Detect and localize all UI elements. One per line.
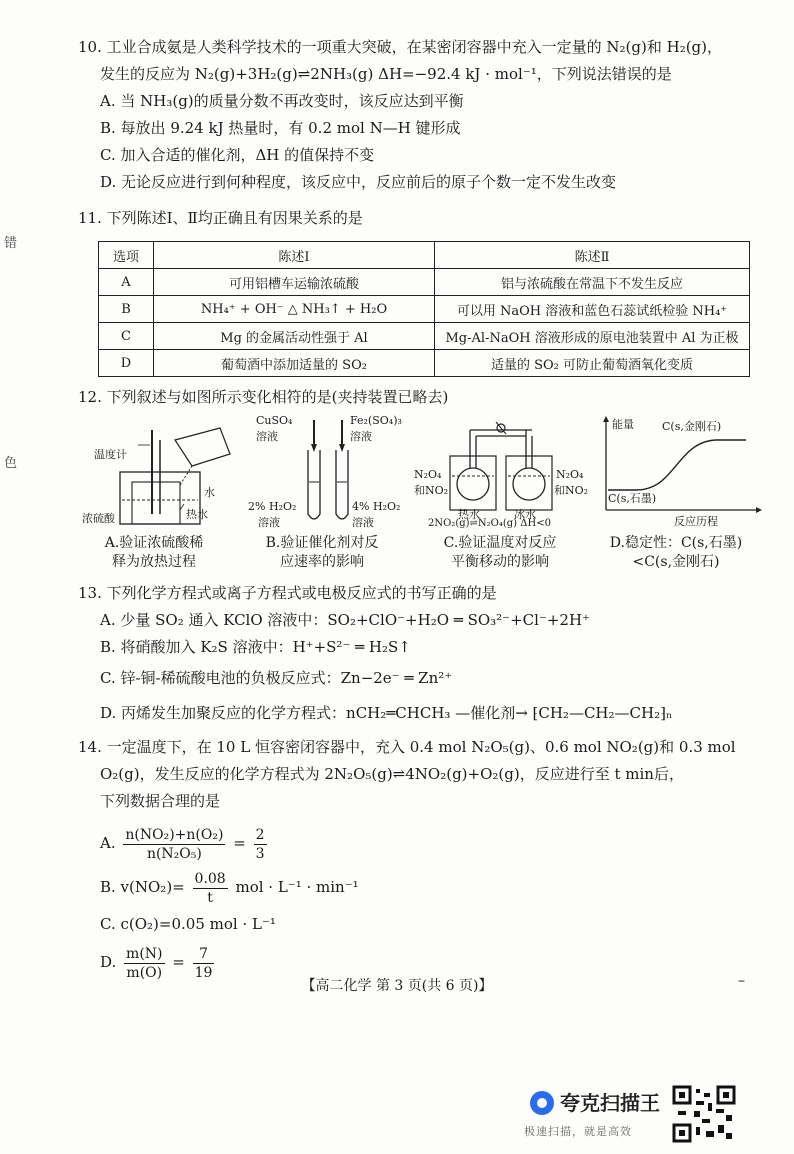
caption-d xyxy=(596,534,756,572)
label-hot-water: 热水 xyxy=(186,508,208,521)
margin-mark: 色 xyxy=(4,456,18,471)
table-cell: 适量的 SO₂ 可防止葡萄酒氧化变质 xyxy=(435,350,750,377)
label-solution: 溶液 xyxy=(256,430,278,443)
fraction xyxy=(123,826,225,863)
caption-line: 应速率的影响 xyxy=(280,554,364,570)
fraction-numerator: n(NO₂)+n(O₂) xyxy=(125,826,224,843)
label-h2o2-2: 2% H₂O₂ xyxy=(248,500,297,513)
label-cuso4: CuSO₄ xyxy=(256,414,293,427)
page-dash: – xyxy=(738,973,745,989)
fraction-numerator: 0.08 xyxy=(194,870,226,887)
unit: mol · L⁻¹ · min⁻¹ xyxy=(235,878,359,896)
q13-option-a: A. 少量 SO₂ 通入 KClO 溶液中：SO₂+ClO⁻+H₂O ═ SO₃²⁻+Cl⁻+2H⁺ xyxy=(100,611,590,629)
label-h2o2-4: 4% H₂O₂ xyxy=(352,500,401,513)
question-13 xyxy=(78,580,758,727)
table-cell: 可用铝槽车运输浓硫酸 xyxy=(154,269,435,296)
question-10 xyxy=(78,34,758,196)
label-no2: 和NO₂ xyxy=(414,484,449,497)
caption-line: D.稳定性：C(s,石墨) xyxy=(609,535,743,551)
fraction xyxy=(193,870,228,907)
fraction-denominator: 3 xyxy=(255,845,265,862)
figure-c xyxy=(414,410,589,580)
quark-logo-icon xyxy=(528,1089,556,1117)
q14-stem-line2: O₂(g)，发生反应的化学方程式为 2N₂O₅(g)⇌4NO₂(g)+O₂(g)，反应进行至 t min后， xyxy=(100,765,684,783)
table-cell: C xyxy=(99,323,154,350)
label-diamond: C(s,金刚石) xyxy=(662,420,722,433)
table-header: 选项 xyxy=(99,242,154,269)
label-thermometer: 温度计 xyxy=(94,448,127,461)
table-cell: Mg 的金属活动性强于 Al xyxy=(154,323,435,350)
label-hot-water: 热水 xyxy=(458,508,480,521)
table-cell: NH₄⁺ + OH⁻ △ NH₃↑ + H₂O xyxy=(154,296,435,323)
caption-b xyxy=(252,534,392,572)
fraction-denominator: n(N₂O₅) xyxy=(146,845,202,862)
table-cell: 可以用 NaOH 溶液和蓝色石蕊试纸检验 NH₄⁺ xyxy=(435,296,750,323)
q11-table xyxy=(98,241,750,377)
caption-line: 释为放热过程 xyxy=(112,554,196,570)
label-no2: 和NO₂ xyxy=(554,484,589,497)
q14-option-b xyxy=(78,867,758,907)
q14-stem-line1: 14. 一定温度下，在 10 L 恒容密闭容器中，充入 0.4 mol N₂O₅(g)、0.6 mol NO₂(g)和 0.3 mol xyxy=(78,738,736,756)
table-header: 陈述Ⅰ xyxy=(154,242,435,269)
brand-subtitle: 极速扫描，就是高效 xyxy=(524,1125,632,1138)
table-header: 陈述Ⅱ xyxy=(435,242,750,269)
q10-stem-line2: 发生的反应为 N₂(g)+3H₂(g)⇌2NH₃(g) ΔH=−92.4 kJ · mol⁻¹，下列说法错误的是 xyxy=(100,65,672,83)
figure-a xyxy=(80,410,240,580)
equals-sign: = xyxy=(172,953,185,971)
caption-a xyxy=(84,534,224,572)
figure-d xyxy=(596,410,766,580)
equals-sign: = xyxy=(233,834,246,852)
table-cell: Mg-Al-NaOH 溶液形成的原电池装置中 Al 为正极 xyxy=(435,323,750,350)
q14-option-a xyxy=(78,823,758,863)
q10-option-b: B. 每放出 9.24 kJ 热量时，有 0.2 mol N—H 键形成 xyxy=(100,119,461,137)
fraction-denominator: 19 xyxy=(194,964,213,981)
q10-option-c: C. 加入合适的催化剂，ΔH 的值保持不变 xyxy=(100,146,375,164)
table-cell: 葡萄酒中添加适量的 SO₂ xyxy=(154,350,435,377)
caption-line: <C(s,金刚石) xyxy=(632,554,720,570)
q12-figures xyxy=(80,410,760,580)
table-header-row xyxy=(99,242,750,269)
table-cell: B xyxy=(99,296,154,323)
caption-line: A.验证浓硫酸稀 xyxy=(104,535,204,551)
label-solution: 溶液 xyxy=(352,516,374,529)
label-water: 水 xyxy=(204,486,215,499)
caption-c xyxy=(430,534,570,572)
q13-option-c: C. 锌-铜-稀硫酸电池的负极反应式：Zn−2e⁻ ═ Zn²⁺ xyxy=(100,669,453,687)
label-n2o4: N₂O₄ xyxy=(414,468,442,481)
option-label: B. v(NO₂)= xyxy=(100,878,185,896)
q13-option-b: B. 将硝酸加入 K₂S 溶液中：H⁺+S²⁻ ═ H₂S↑ xyxy=(100,638,411,656)
brand-title: 夸克扫描王 xyxy=(560,1091,660,1115)
q10-option-a: A. 当 NH₃(g)的质量分数不再改变时，该反应达到平衡 xyxy=(100,92,464,110)
fraction xyxy=(254,826,267,863)
option-label: D. xyxy=(100,953,117,971)
margin-mark: 错 xyxy=(4,236,18,251)
table-row xyxy=(99,269,750,296)
table-cell: 铝与浓硫酸在常温下不发生反应 xyxy=(435,269,750,296)
page-footer: 【高二化学 第 3 页(共 6 页)】 xyxy=(301,978,493,994)
table-row xyxy=(99,296,750,323)
caption-line: B.验证催化剂对反 xyxy=(265,535,379,551)
question-11 xyxy=(78,205,758,232)
q13-option-d: D. 丙烯发生加聚反应的化学方程式：nCH₂═CHCH₃ —催化剂→ ⁅CH₂—CH₂—CH₂⁆ₙ xyxy=(100,704,673,722)
table-row xyxy=(99,323,750,350)
label-solution: 溶液 xyxy=(258,516,280,529)
caption-line: 平衡移动的影响 xyxy=(451,554,549,570)
label-fe2so43: Fe₂(SO₄)₃ xyxy=(350,414,402,427)
table-cell: A xyxy=(99,269,154,296)
fraction-numerator: 7 xyxy=(193,945,215,964)
q14-option-c: C. c(O₂)=0.05 mol · L⁻¹ xyxy=(100,915,276,933)
table-cell: D xyxy=(99,350,154,377)
q14-stem-line3: 下列数据合理的是 xyxy=(100,792,221,810)
fraction-numerator: m(N) xyxy=(126,945,163,962)
q12-stem: 12. 下列叙述与如图所示变化相符的是(夹持装置已略去) xyxy=(78,388,449,406)
label-conc-sulfuric: 浓硫酸 xyxy=(82,512,115,525)
fraction-denominator: m(O) xyxy=(126,964,163,981)
label-graphite: C(s,石墨) xyxy=(608,492,657,505)
label-equilibrium: 2NO₂(g)⇌N₂O₄(g) ΔH<0 xyxy=(428,518,551,529)
label-n2o4: N₂O₄ xyxy=(556,468,584,481)
q10-stem-line1: 10. 工业合成氨是人类科学技术的一项重大突破，在某密闭容器中充入一定量的 N₂(g)和 H₂(g)， xyxy=(78,38,723,56)
fraction-numerator: 2 xyxy=(255,826,265,843)
option-label: A. xyxy=(100,834,116,852)
question-14 xyxy=(78,734,758,982)
caption-line: C.验证温度对反应 xyxy=(443,535,557,551)
q11-stem: 11. 下列陈述Ⅰ、Ⅱ均正确且有因果关系的是 xyxy=(78,209,363,227)
q13-stem: 13. 下列化学方程式或离子方程式或电极反应式的书写正确的是 xyxy=(78,584,497,602)
label-solution: 溶液 xyxy=(350,430,372,443)
label-ice-water: 冰水 xyxy=(514,508,536,521)
figure-b xyxy=(248,410,408,580)
table-row xyxy=(99,350,750,377)
question-12 xyxy=(78,384,758,411)
axis-x-label: 反应历程 xyxy=(674,515,718,528)
qr-code-icon xyxy=(672,1085,736,1143)
axis-y-label: 能量 xyxy=(612,418,634,431)
q10-option-d: D. 无论反应进行到何种程度，该反应中，反应前后的原子个数一定不发生改变 xyxy=(100,173,617,191)
fraction-denominator: t xyxy=(207,889,213,906)
scanner-watermark xyxy=(522,1085,782,1145)
